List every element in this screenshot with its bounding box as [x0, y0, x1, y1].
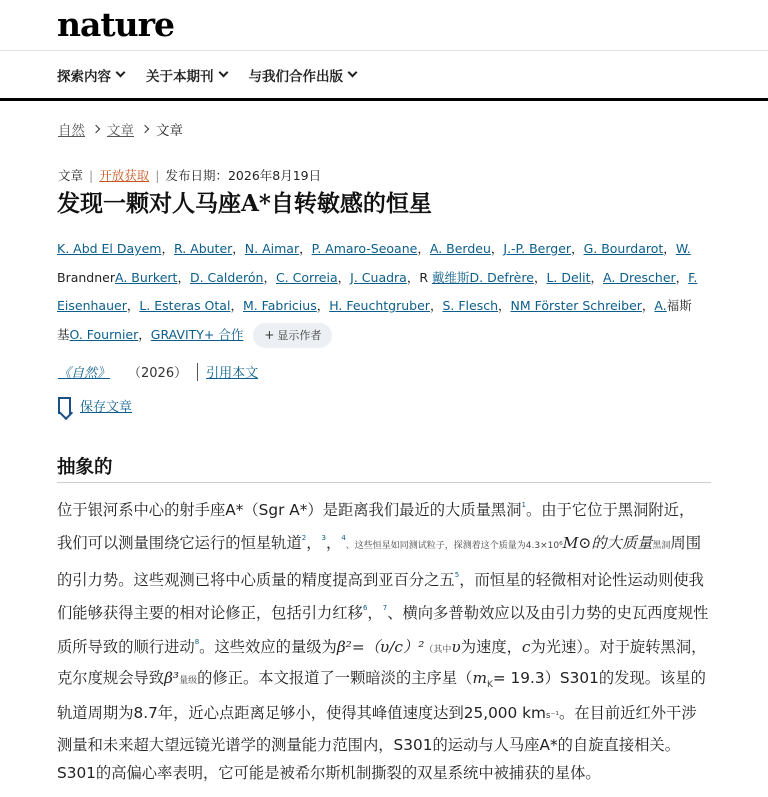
- plus-icon: +: [264, 327, 275, 342]
- reference-link[interactable]: 7: [382, 604, 388, 613]
- reference-link[interactable]: 3: [321, 534, 327, 543]
- nav-publish-label: 与我们合作出版: [248, 68, 343, 85]
- nav-explore[interactable]: [57, 65, 124, 85]
- chevron-down-icon: [218, 68, 228, 78]
- author-link[interactable]: N. Aimar: [244, 241, 300, 256]
- cite-article-link[interactable]: 引用本文: [206, 366, 259, 381]
- author-link[interactable]: A. Burkert: [114, 269, 178, 285]
- journal-link[interactable]: 《自然》: [58, 366, 111, 381]
- article-meta: 文章 | 开放获取 | 发布日期：2026年8月19日: [58, 167, 322, 183]
- show-authors-button[interactable]: [253, 323, 332, 348]
- nav-publish[interactable]: [249, 65, 357, 85]
- reference-link[interactable]: 4: [341, 534, 346, 543]
- reference-link[interactable]: 6: [362, 604, 368, 613]
- chevron-down-icon: [116, 68, 126, 78]
- nav-explore-label: 探索内容: [57, 68, 111, 85]
- reference-link[interactable]: 5: [454, 570, 460, 579]
- nature-logo[interactable]: nature: [57, 5, 174, 44]
- author-list: [57, 235, 707, 349]
- author-link[interactable]: G. Bourdarot: [583, 241, 664, 256]
- author-link[interactable]: M. Fabricius: [242, 298, 317, 313]
- author-link[interactable]: D. Calderón: [189, 269, 264, 285]
- author-line-1: K. Abd El Dayem，R. Abuter，N. Aimar，P. Amaro-Seoane，A. Berdeu，J.-P. Berger，G. Bourdarot，W.: [57, 241, 691, 256]
- author-link[interactable]: NM Förster Schreiber: [510, 298, 642, 313]
- chevron-down-icon: [348, 68, 358, 78]
- open-access-badge[interactable]: 开放获取: [99, 168, 150, 183]
- author-link[interactable]: S. Flesch: [442, 298, 498, 313]
- divider: [197, 363, 198, 381]
- article-title: 发现一颗对人马座A*自转敏感的恒星: [57, 190, 432, 217]
- author-link[interactable]: C. Correia: [275, 269, 338, 285]
- author-line-3: Eisenhauer，L. Esteras Otal，M. Fabricius，H. Feuchtgruber，S. Flesch，NM Förster Schreiber，A.福斯: [57, 298, 692, 313]
- author-link[interactable]: A. Drescher: [603, 269, 676, 285]
- author-link[interactable]: 戴维斯D. Defrère: [432, 269, 534, 285]
- author-text: Brandner: [57, 269, 115, 285]
- citation-year: （2026）: [128, 366, 188, 381]
- author-line-2: BrandnerA. Burkert，D. Calderón，C. Correia，J. Cuadra，R 戴维斯D. Defrère，L. Delit，A. Drescher，F.: [57, 269, 698, 285]
- abstract-heading: 抽象的: [57, 457, 113, 478]
- breadcrumb: [58, 119, 183, 139]
- breadcrumb-nature[interactable]: 自然: [58, 123, 85, 139]
- show-authors-label: 显示作者: [277, 328, 322, 342]
- reference-link[interactable]: 1: [521, 501, 526, 509]
- author-link[interactable]: GRAVITY+ 合作: [150, 326, 244, 342]
- author-text: 福斯: [666, 298, 692, 313]
- author-link[interactable]: A.: [654, 298, 667, 313]
- main-nav: [0, 50, 768, 98]
- save-article[interactable]: [58, 396, 132, 415]
- author-link[interactable]: F.: [688, 269, 698, 285]
- abstract-text: 位于银河系中心的射手座A*（Sgr A*）是距离我们最近的大质量黑洞$^1$。由于它位于黑洞附近，我们可以测量围绕它运行的恒星轨道$^2$，$^3$，$^4$、这些恒星如同测试粒子，探测着这个质量为4.3×10⁶M⊙的大质量黑洞周围的引力势。这些观测已将中心质量的精度提高到亚百分之五$^5$，而恒星的轻微相对论性运动则使我们能够获得主要的相对论修正，包括引力红移$^6$，$^7$、横向多普勒效应以及由引力势的史瓦西度规性质所导致的顺行进动$^8$。这些效应的量级为β²=（υ/c）²（其中υ为速度，c为光速）。对于旋转黑洞，克尔度规会导致β³量级的修正。本文报道了一颗暗淡的主序星$(m_K= 19.3)S301$的发现。该星的轨道周期为8.7年，近心点距离足够小，使得其峰值速度达到25,000 kms⁻¹。在目前近红外干涉测量和未来超大望远镜光谱学的测量能力范围内，S301的运动与人马座A*的自旋直接相关。S301的高偏心率表明，它可能是被希尔斯机制撕裂的双星系统中被捕获的星体。: [57, 501, 709, 783]
- author-link[interactable]: P. Amaro-Seoane: [311, 241, 418, 256]
- author-link[interactable]: L. Esteras Otal: [139, 298, 231, 313]
- reference-link[interactable]: 2: [301, 534, 307, 543]
- breadcrumb-articles[interactable]: 文章: [107, 123, 134, 139]
- chevron-right-icon: [141, 125, 149, 133]
- nav-about-label: 关于本期刊: [146, 68, 214, 85]
- author-link[interactable]: A. Berdeu: [429, 241, 491, 256]
- author-link[interactable]: L. Delit: [546, 269, 591, 285]
- save-article-label[interactable]: 保存文章: [80, 400, 133, 415]
- citation-row: [58, 362, 258, 381]
- author-text: R: [419, 269, 429, 285]
- chevron-right-icon: [92, 125, 100, 133]
- article-type: 文章: [58, 168, 84, 183]
- nav-about[interactable]: [146, 65, 227, 85]
- author-link[interactable]: W.: [675, 241, 691, 256]
- bookmark-icon: [58, 397, 71, 414]
- author-line-4: 基O. Fournier，GRAVITY+ 合作 + 显示作者: [57, 321, 707, 350]
- author-link[interactable]: O. Fournier: [69, 326, 139, 342]
- author-link[interactable]: Eisenhauer: [57, 298, 127, 313]
- nav-divider: [0, 98, 768, 101]
- author-text: 基: [57, 326, 70, 342]
- author-link[interactable]: R. Abuter: [173, 241, 233, 256]
- publish-date: 发布日期：2026年8月19日: [165, 168, 322, 183]
- breadcrumb-current: 文章: [156, 123, 183, 139]
- author-link[interactable]: H. Feuchtgruber: [329, 298, 430, 313]
- divider: [57, 482, 711, 483]
- author-link[interactable]: J.-P. Berger: [503, 241, 572, 256]
- author-link[interactable]: K. Abd El Dayem: [57, 241, 162, 256]
- site-header: [0, 0, 768, 50]
- reference-link[interactable]: 8: [194, 637, 200, 646]
- author-link[interactable]: J. Cuadra: [350, 269, 407, 285]
